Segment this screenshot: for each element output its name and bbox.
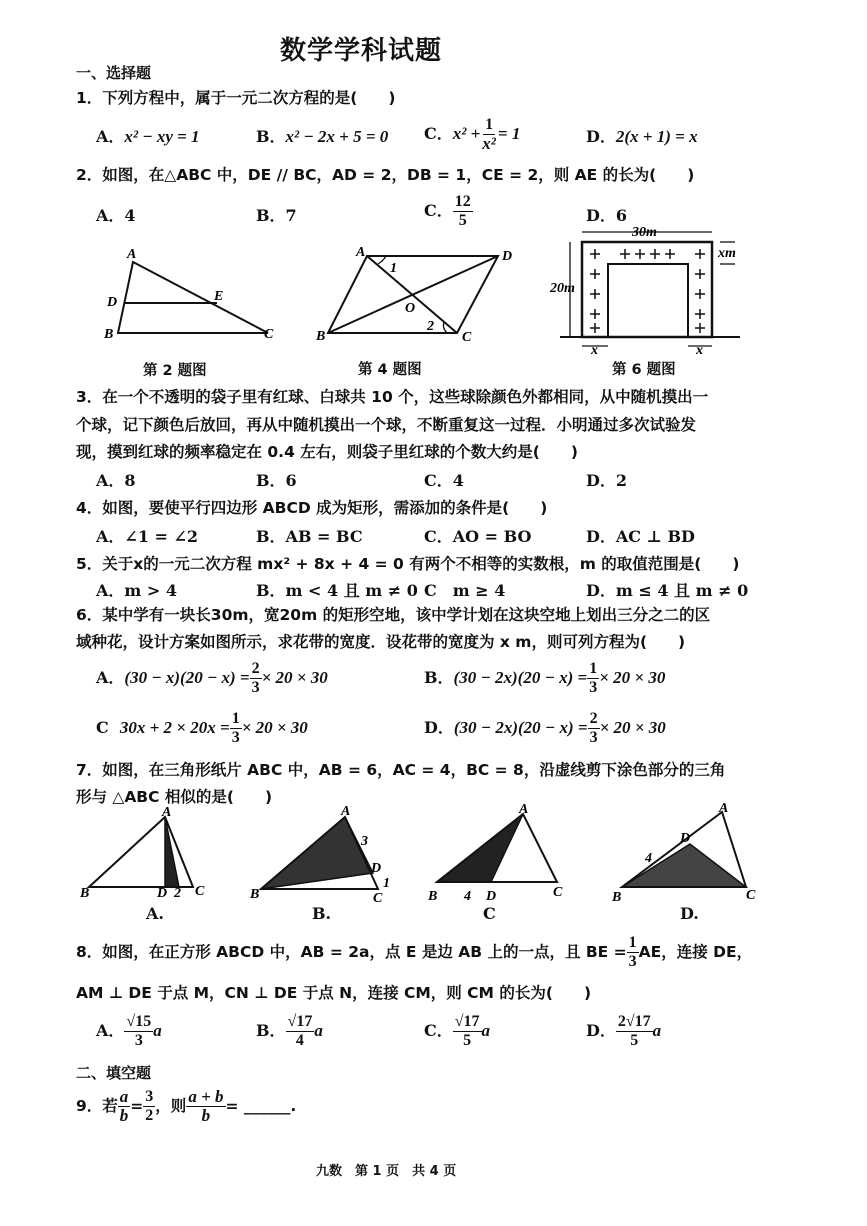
question-3-line-3: 现，摸到红球的频率稳定在 0.4 左右，则袋子里红球的个数大约是( ) [76, 443, 578, 461]
q5-option-d: D．m ≤ 4 且 m ≠ 0 [586, 581, 749, 600]
figure-q6-garden [550, 222, 750, 357]
q3-option-a: A．8 [96, 471, 136, 490]
question-1-stem: 1．下列方程中，属于一元二次方程的是( ) [76, 89, 396, 107]
q7c-label-4: 4 [464, 889, 471, 904]
q6-option-c: C 30x + 2 × 20x = $\frac{1}{3}$ × 20 × 30 [96, 710, 308, 746]
figure-6-caption: 第 6 题图 [612, 362, 676, 378]
q1-option-d: D．2(x + 1) = x [586, 127, 698, 146]
q5-option-a: A．m > 4 [96, 581, 178, 600]
figure-q7-option-c [425, 800, 580, 905]
figure-q7-option-a [75, 805, 215, 905]
fig4-label-b: B [316, 329, 326, 344]
fig2-label-c: C [264, 327, 274, 342]
fig4-label-a: A [356, 245, 366, 260]
q6-option-b: B．(30 − 2x)(20 − x) = $\frac{1}{3}$ × 20 × 30 [424, 660, 666, 696]
q3-option-d: D．2 [586, 471, 628, 490]
q7-option-c: C [483, 904, 496, 923]
q2-option-b: B．7 [256, 206, 297, 225]
question-2-stem: 2．如图，在△ABC 中，DE // BC，AD = 2，DB = 1，CE = 2，则 AE 的长为( ) [76, 166, 695, 184]
q7a-label-c: C [195, 884, 205, 899]
q5-option-b: B．m < 4 且 m ≠ 0 [256, 581, 418, 600]
fig6-label-x-left: x [591, 343, 598, 357]
q1-option-c: C．x² + $\frac{1}{\text{x²}}$ = 1 [424, 116, 521, 153]
question-8-line-2: AM ⊥ DE 于点 M，CN ⊥ DE 于点 N，连接 CM，则 CM 的长为( ) [76, 984, 592, 1002]
figure-q7-option-b [245, 805, 405, 905]
q2-option-d: D．6 [586, 206, 628, 225]
fig6-label-xm: xm [718, 246, 736, 261]
q7a-label-b: B [80, 886, 90, 901]
q1-option-a: A．x² − xy = 1 [96, 127, 200, 146]
q6-option-d: D．(30 − 2x)(20 − x) = $\frac{2}{3}$ × 20 × 30 [424, 710, 666, 746]
q5-option-c: C m ≥ 4 [424, 581, 506, 600]
page-title: 数学学科试题 [280, 36, 443, 66]
q7-option-a: A. [146, 904, 164, 923]
q7a-label-2: 2 [174, 886, 181, 901]
q8-option-a: A． $\frac{√15}{3}$ a [96, 1013, 162, 1049]
question-9: 9．若 $\frac{a}{b}$ = $\frac{3}{2}$ ，则 $\frac{a + b}{b}$ = ______. [76, 1087, 297, 1125]
q7-option-d: D. [680, 904, 699, 923]
fig6-label-x-right: x [696, 343, 703, 357]
q7b-label-1: 1 [383, 876, 390, 891]
fig2-label-e: E [214, 289, 224, 304]
q7d-label-4: 4 [645, 851, 652, 866]
q4-option-a: A．∠1 = ∠2 [96, 527, 199, 546]
fig6-label-length: 30m [632, 225, 657, 240]
q3-option-c: C．4 [424, 471, 464, 490]
q3-option-b: B．6 [256, 471, 297, 490]
fig6-label-width: 20m [550, 281, 575, 296]
q7b-label-b: B [250, 887, 260, 902]
q8-option-d: D． $\frac{2√17}{5}$ a [586, 1013, 662, 1049]
q7b-label-a: A [341, 805, 351, 819]
fig4-label-c: C [462, 330, 472, 345]
q7c-label-b: B [428, 889, 438, 904]
q7b-label-d: D [371, 861, 382, 876]
q7c-label-a: A [519, 802, 529, 817]
q7d-label-b: B [612, 890, 622, 905]
q2-option-c: C． $\frac{12}{5}$ [424, 193, 471, 229]
fig4-label-o: O [405, 301, 416, 316]
q7c-label-c: C [553, 885, 563, 900]
q4-option-d: D．AC ⊥ BD [586, 527, 695, 546]
question-5-stem: 5．关于x的一元二次方程 mx² + 8x + 4 = 0 有两个不相等的实数根，m 的取值范围是( ) [76, 555, 740, 573]
fig4-angle-2: 2 [427, 319, 434, 334]
question-3-line-1: 3．在一个不透明的袋子里有红球、白球共 10 个，这些球除颜色外都相同，从中随机摸出一 [76, 388, 709, 406]
q7a-label-a: A [162, 805, 172, 820]
question-7-line-1: 7．如图，在三角形纸片 ABC 中，AB = 6，AC = 4，BC = 8，沿虚线剪下涂色部分的三角 [76, 761, 726, 779]
figure-q4-parallelogram [312, 240, 522, 345]
fig2-label-d: D [107, 295, 118, 310]
q7a-label-d: D [157, 886, 168, 901]
question-7-line-2: 形与 △ABC 相似的是( ) [76, 788, 273, 806]
q7d-label-a: A [719, 801, 729, 816]
q7b-label-c: C [373, 891, 383, 905]
page-footer: 九数 第 1 页 共 4 页 [316, 1164, 457, 1179]
q1-option-b: B．x² − 2x + 5 = 0 [256, 127, 389, 146]
question-6-line-1: 6．某中学有一块长30m，宽20m 的矩形空地，该中学计划在这块空地上划出三分之二的区 [76, 606, 711, 624]
q7c-label-d: D [486, 889, 497, 904]
fig2-label-b: B [104, 327, 114, 342]
q4-option-c: C．AO = BO [424, 527, 532, 546]
figure-q2-triangle [100, 240, 285, 345]
q7d-label-d: D [680, 831, 691, 846]
q8-option-c: C． $\frac{√17}{5}$ a [424, 1013, 491, 1049]
figure-4-caption: 第 4 题图 [358, 362, 422, 378]
figure-2-caption: 第 2 题图 [143, 363, 207, 379]
question-4-stem: 4．如图，要使平行四边形 ABCD 成为矩形，需添加的条件是( ) [76, 499, 548, 517]
q7-option-b: B. [312, 904, 332, 923]
fig4-angle-1: 1 [390, 261, 397, 276]
fig4-label-d: D [502, 249, 513, 264]
q8-option-b: B． $\frac{√17}{4}$ a [256, 1013, 323, 1049]
question-3-line-2: 个球，记下颜色后放回，再从中随机摸出一个球，不断重复这一过程．小明通过多次试验发 [76, 416, 697, 434]
question-6-line-2: 域种花，设计方案如图所示，求花带的宽度．设花带的宽度为 x m，则可列方程为( ) [76, 633, 686, 651]
q7d-label-c: C [746, 888, 756, 903]
section-heading-fill-in: 二、填空题 [76, 1064, 152, 1082]
figure-q7-option-d [610, 800, 765, 905]
question-8-line-1: 8．如图，在正方形 ABCD 中，AB = 2a，点 E 是边 AB 上的一点，且 BE = $\frac{1}{3}$ AE，连接 DE， [76, 934, 753, 970]
q7b-label-3: 3 [361, 834, 368, 849]
fig2-label-a: A [127, 247, 137, 262]
section-heading: 一、选择题 [76, 64, 152, 82]
q6-option-a: A．(30 − x)(20 − x) = $\frac{2}{3}$ × 20 × 30 [96, 660, 328, 696]
q2-option-a: A．4 [96, 206, 136, 225]
q4-option-b: B．AB = BC [256, 527, 363, 546]
